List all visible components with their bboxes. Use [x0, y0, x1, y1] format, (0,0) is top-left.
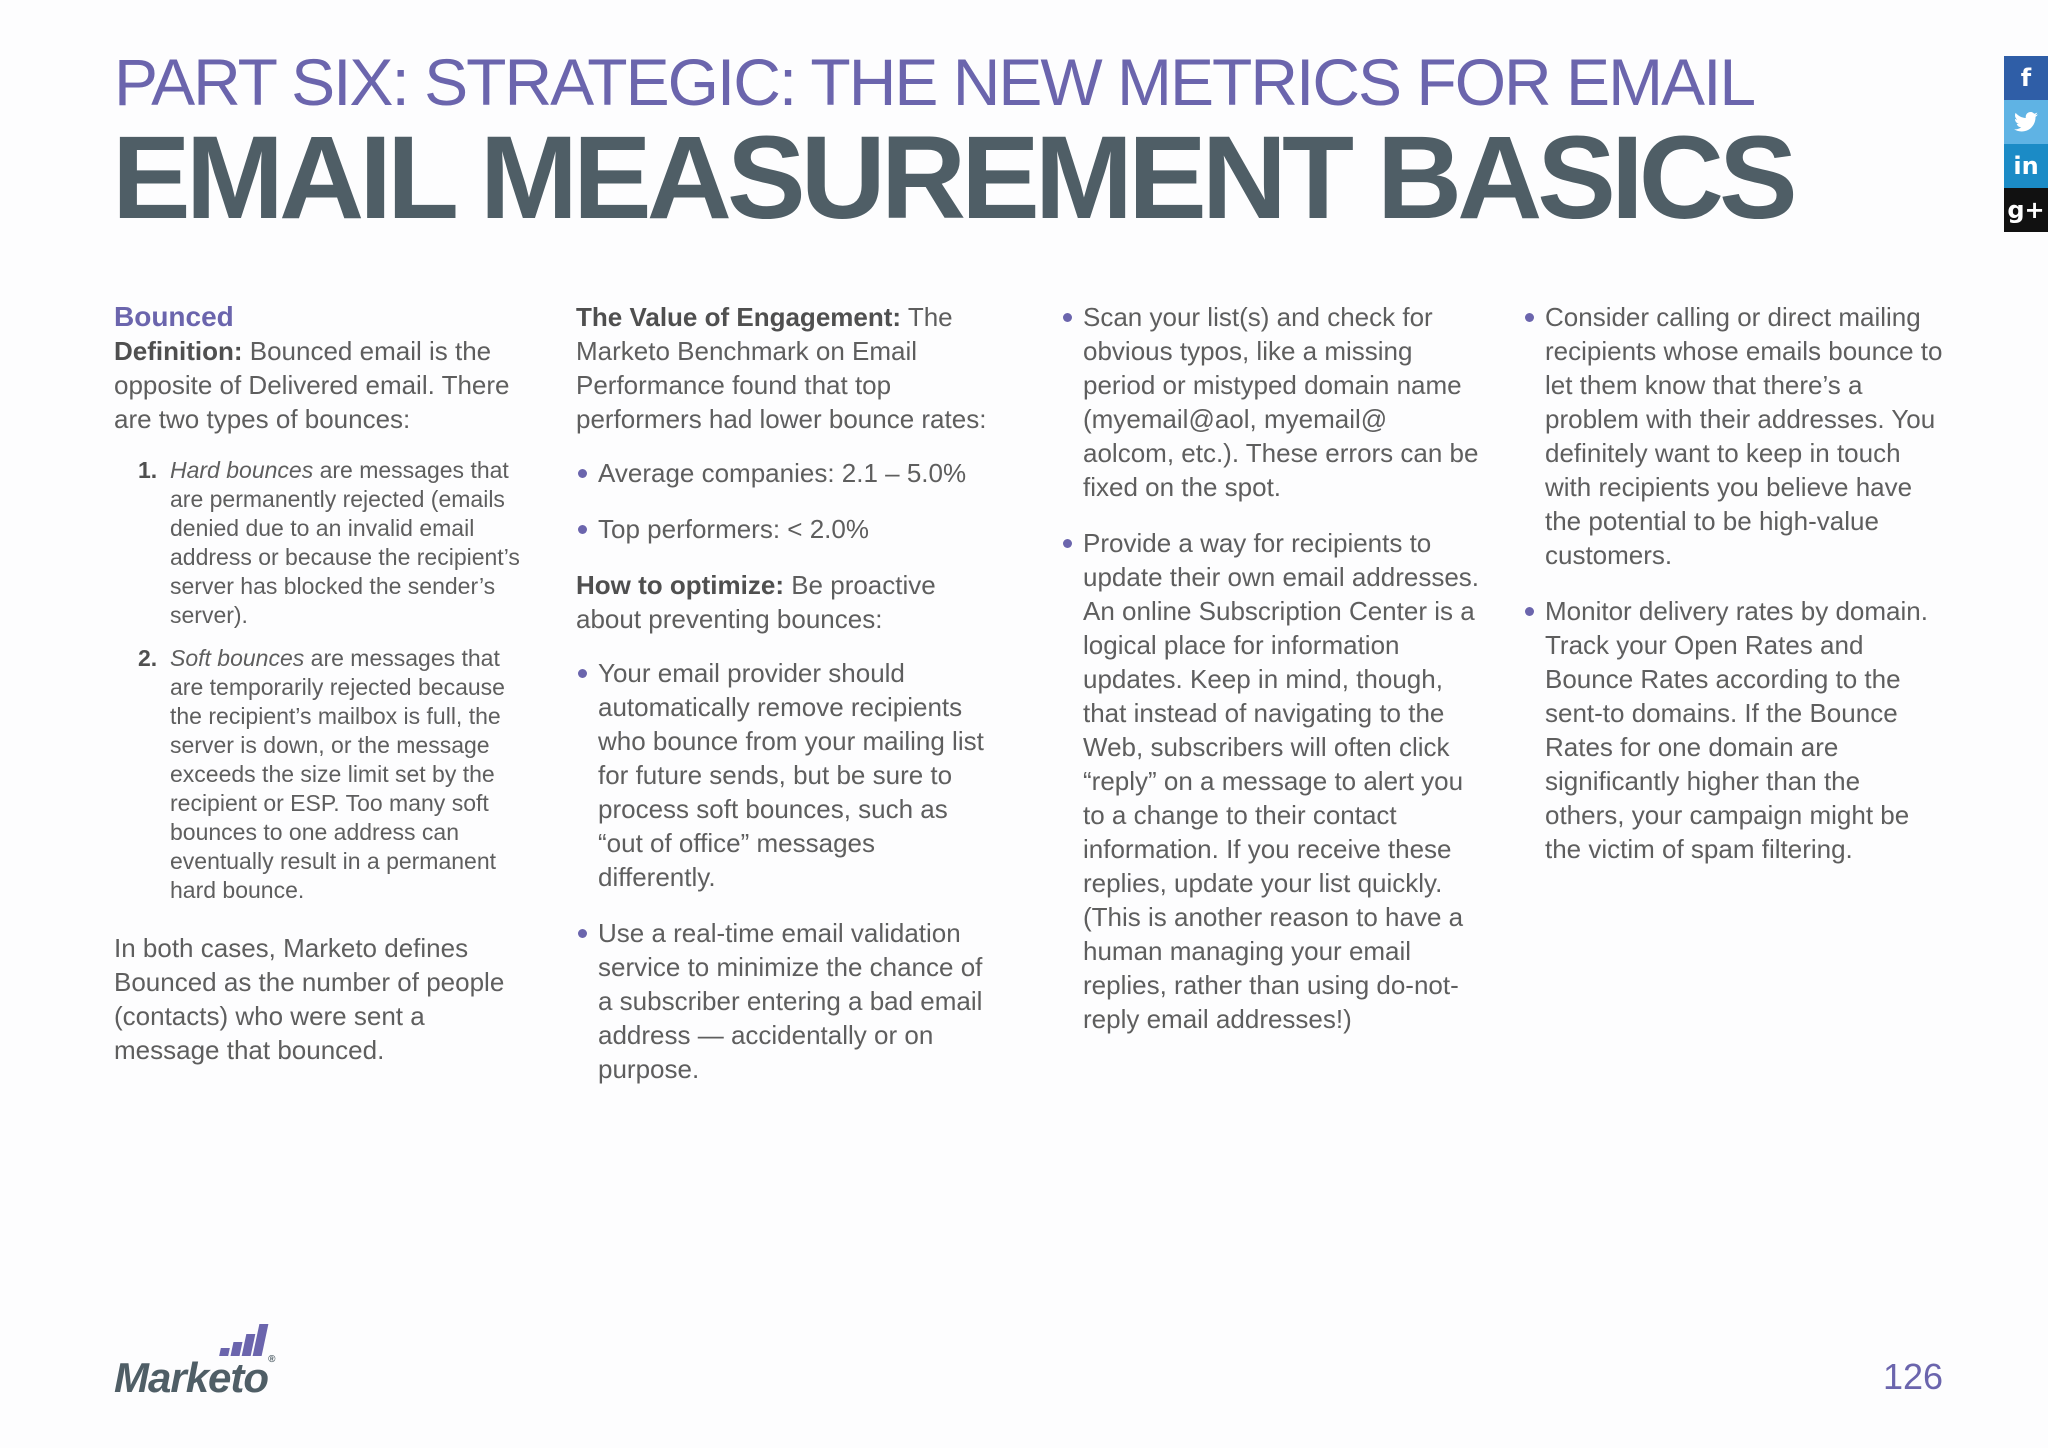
list-number: 2. — [138, 645, 158, 671]
marketo-logo — [114, 1322, 284, 1401]
facebook-icon[interactable]: f — [2004, 56, 2048, 100]
list-item-average-companies: Average companies: 2.1 – 5.0% — [576, 456, 996, 490]
value-text: The Marketo Benchmark on Email Performance found that top performers had lower bounce rates: — [576, 302, 987, 434]
twitter-icon[interactable] — [2004, 100, 2048, 144]
column-tips-continued — [1061, 300, 1481, 1058]
value-paragraph — [576, 300, 996, 436]
registered-mark: ® — [268, 1354, 275, 1365]
definition-label: Definition: — [114, 336, 243, 366]
bounce-types-list — [114, 456, 524, 905]
list-item-hard-bounce — [114, 456, 524, 630]
optimize-tips-list — [576, 656, 996, 1086]
list-item-update-address-tip: Provide a way for recipients to update their own email addresses. An online Subscription Center is a logical place for information updates. Keep in mind, though, that instead of navigating to the Web, subscribers will often click “reply” on a message to alert you to a change to their contact information. If you receive these replies, update your list quickly. (This is another reason to have a human managing your email replies, rather than using do-not-reply email addresses!) — [1061, 526, 1481, 1036]
list-item-top-performers: Top performers: < 2.0% — [576, 512, 996, 546]
logo-bars-icon — [218, 1322, 276, 1356]
section-kicker: PART SIX: STRATEGIC: THE NEW METRICS FOR EMAIL — [114, 45, 1755, 119]
google-plus-icon[interactable]: g+ — [2004, 188, 2048, 232]
list-item-provider-tip: Your email provider should automatically remove recipients who bounce from your mailing list for future sends, but be sure to process soft bounces, such as “out of office” messages differently. — [576, 656, 996, 894]
optimize-text: Be proactive about preventing bounces: — [576, 570, 936, 634]
logo-wordmark — [114, 1354, 274, 1402]
list-item-validation-tip: Use a real-time email validation service to minimize the chance of a subscriber entering a bad email address — accidentally or on purpose. — [576, 916, 996, 1086]
section-title-bounced: Bounced — [114, 301, 234, 332]
hard-bounce-text: are messages that are permanently rejected (emails denied due to an invalid email address or because the recipient’s server has blocked the sender’s server). — [170, 457, 520, 628]
soft-bounce-text: are messages that are temporarily rejected because the recipient’s mailbox is full, the server is down, or the message exceeds the size limit set by the recipient or ESP. Too many soft bounces to one address can eventually result in a permanent hard bounce. — [170, 645, 505, 903]
page-number: 126 — [1883, 1356, 1944, 1397]
linkedin-icon[interactable]: in — [2004, 144, 2048, 188]
logo-text: Marketo — [114, 1354, 269, 1401]
optimize-label: How to optimize: — [576, 570, 784, 600]
social-share-bar — [2004, 56, 2048, 232]
tips-list-4 — [1523, 300, 1943, 866]
optimize-paragraph — [576, 568, 996, 636]
list-item-scan-list-tip: Scan your list(s) and check for obvious typos, like a missing period or mistyped domain name (myemail@aol, myemail@ aolcom, etc.). These errors can be fixed on the spot. — [1061, 300, 1481, 504]
list-number: 1. — [138, 457, 158, 483]
page-title: EMAIL MEASUREMENT BASICS — [112, 112, 1793, 244]
value-label: The Value of Engagement: — [576, 302, 902, 332]
closing-paragraph: In both cases, Marketo defines Bounced as the number of people (contacts) who were sent a message that bounced. — [114, 933, 505, 1065]
list-item-soft-bounce — [114, 644, 524, 905]
list-item-contact-tip: Consider calling or direct mailing recipients whose emails bounce to let them know that there’s a problem with their addresses. You definitely want to keep in touch with recipients you believe have the potential to be high-value customers. — [1523, 300, 1943, 572]
definition-text: Bounced email is the opposite of Delivered email. There are two types of bounces: — [114, 336, 510, 434]
list-item-monitor-tip: Monitor delivery rates by domain. Track your Open Rates and Bounce Rates according to the sent-to domains. If the Bounce Rates for one domain are significantly higher than the others, your campaign might be the victim of spam filtering. — [1523, 594, 1943, 866]
term-soft-bounces: Soft bounces — [170, 645, 305, 671]
tips-list-3 — [1061, 300, 1481, 1036]
column-tips-final — [1523, 300, 1943, 888]
column-engagement — [576, 300, 996, 1108]
term-hard-bounces: Hard bounces — [170, 457, 314, 483]
stats-list — [576, 456, 996, 546]
column-bounced-definition — [114, 300, 524, 1067]
definition-paragraph — [114, 334, 524, 436]
